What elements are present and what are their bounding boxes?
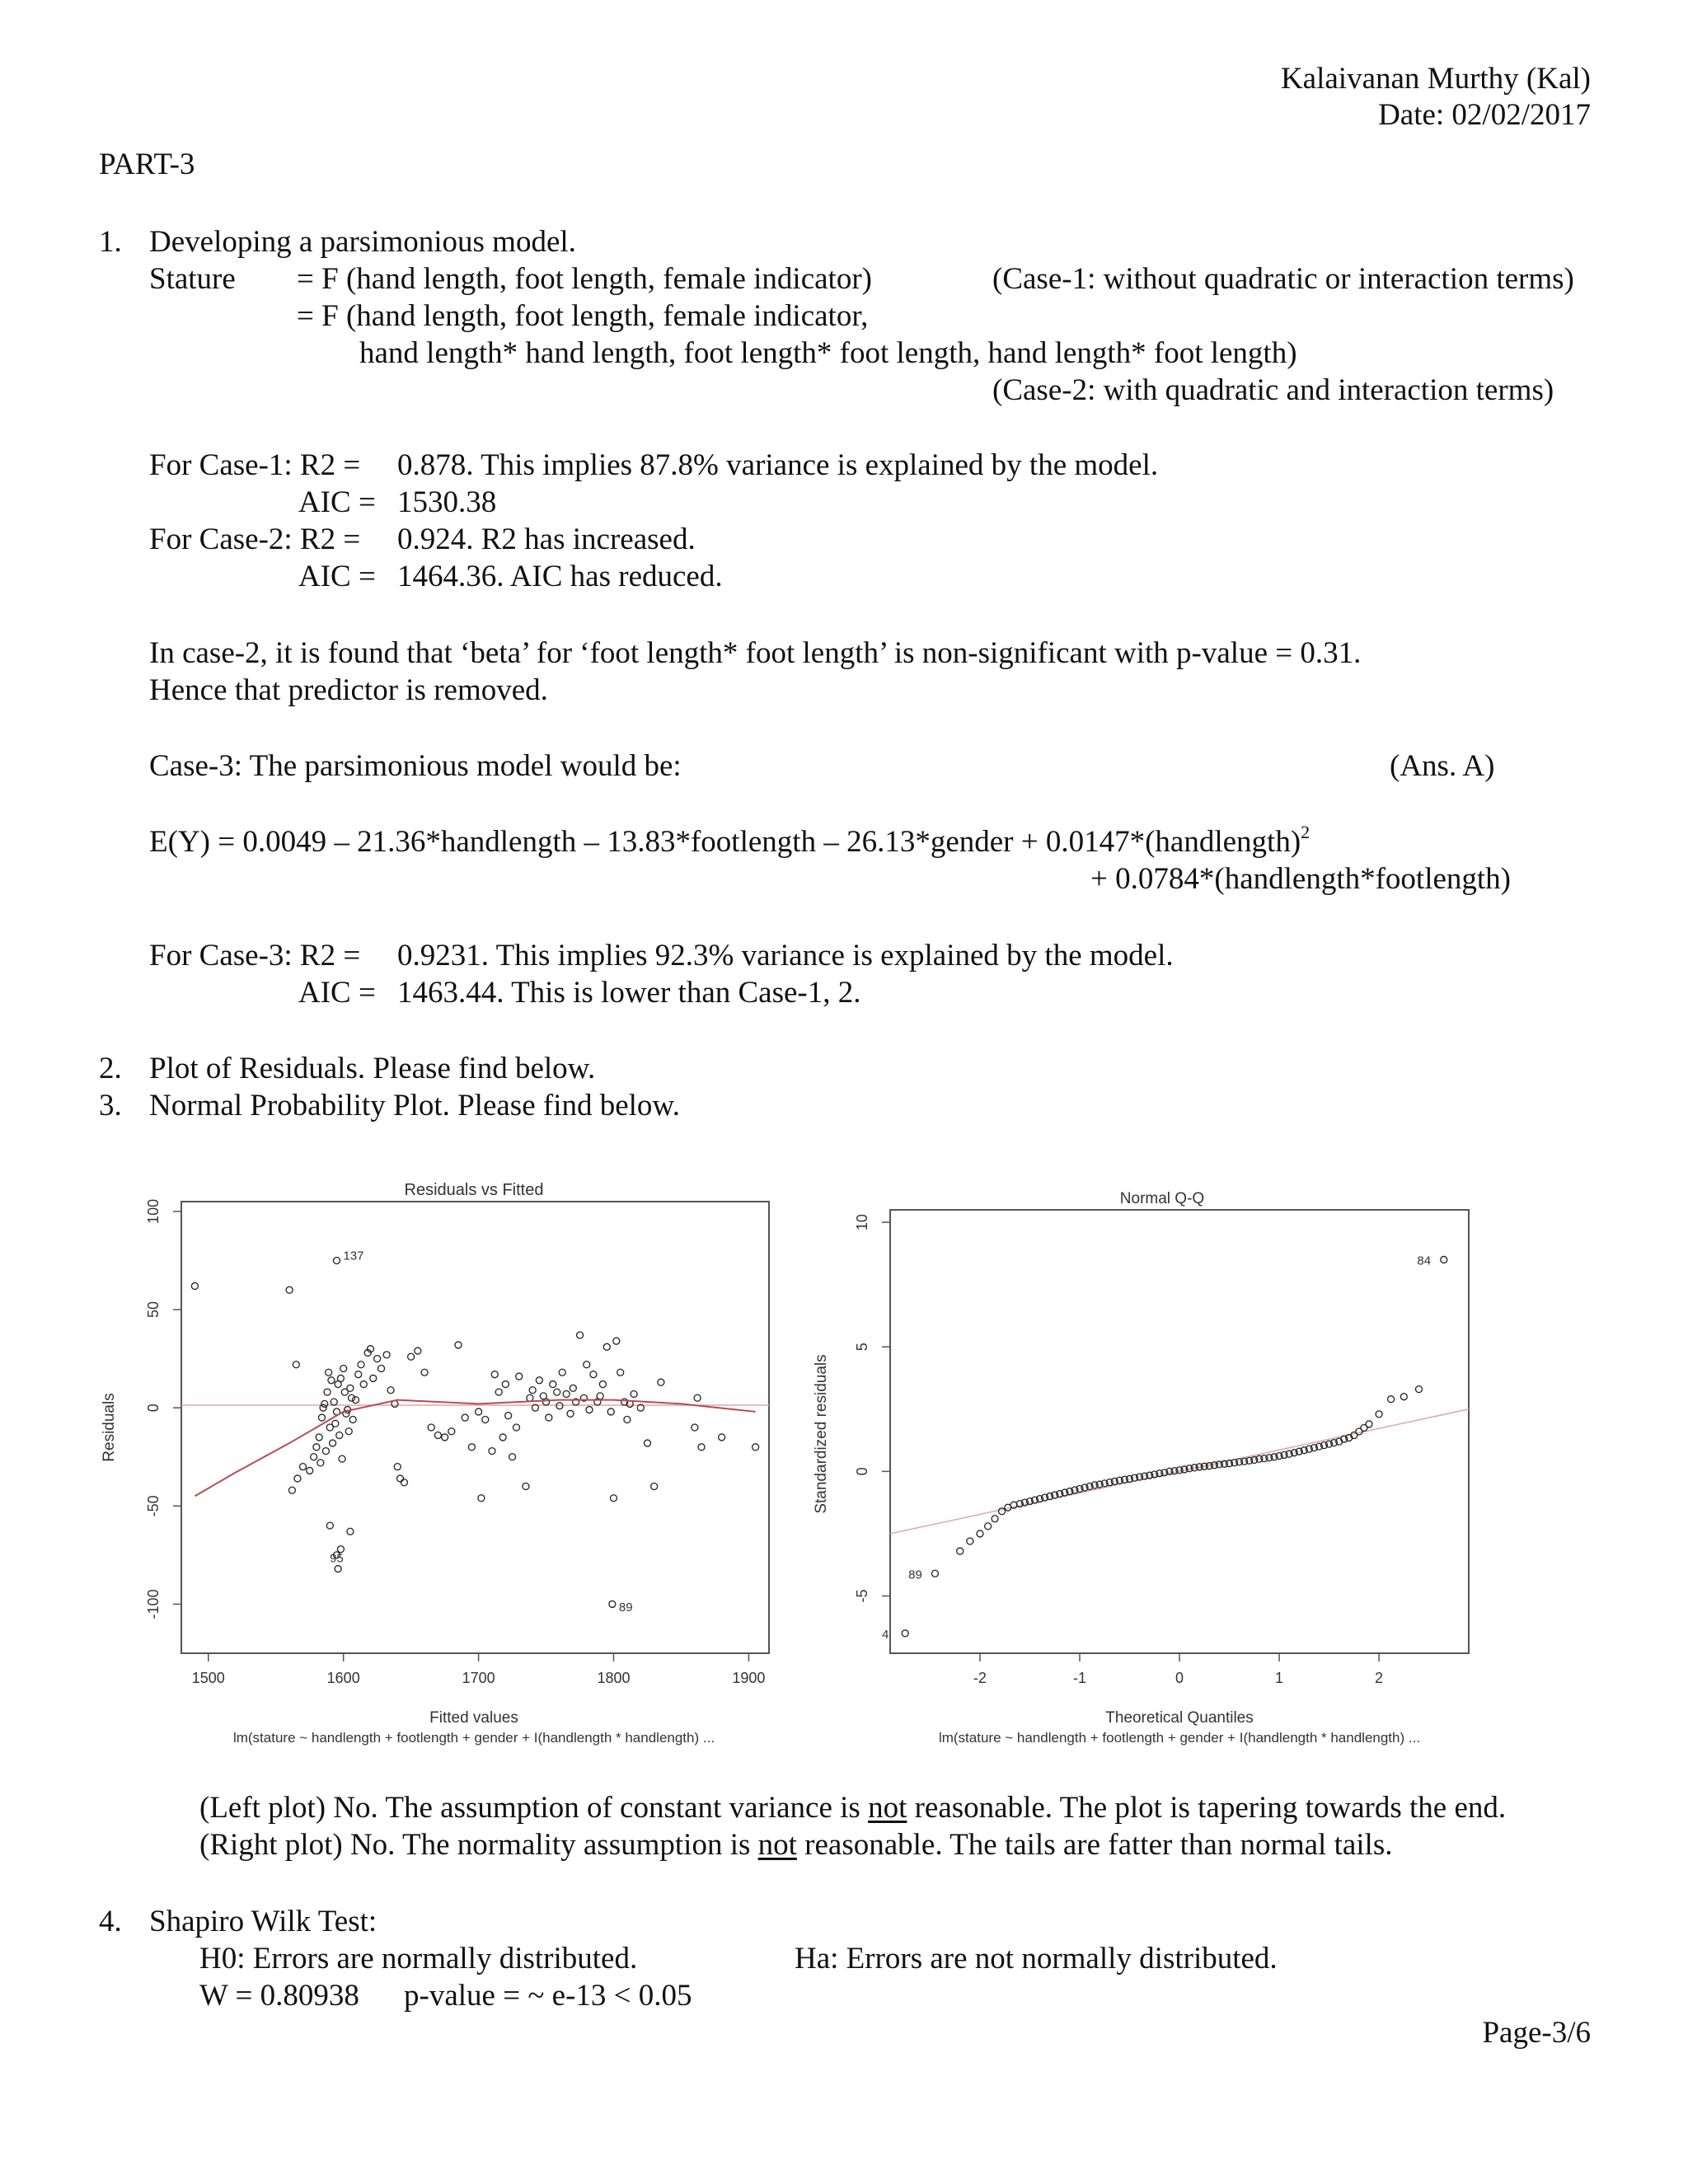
left-data-point <box>311 1454 317 1460</box>
left-data-point <box>499 1434 506 1441</box>
left-data-point <box>347 1528 354 1535</box>
case-1-note: (Case-1: without quadratic or interaction terms) <box>992 262 1574 296</box>
right-data-point <box>1415 1386 1422 1393</box>
left-data-point <box>313 1444 320 1451</box>
right-plot-xlabel: Theoretical Quantiles <box>1105 1709 1254 1727</box>
case-1-equation: = F (hand length, foot length, female indicator) <box>297 262 872 296</box>
right-data-point <box>1366 1421 1372 1427</box>
part-heading: PART-3 <box>99 148 195 181</box>
left-data-point <box>317 1460 324 1466</box>
section-2-text: Plot of Residuals. Please find below. <box>149 1052 596 1085</box>
right-x-tick-label: 1 <box>1275 1670 1284 1686</box>
right-comment-emphasis: not <box>757 1828 797 1862</box>
left-x-tick-label: 1700 <box>462 1670 495 1686</box>
left-data-point <box>590 1371 597 1378</box>
left-point-label: 95 <box>330 1551 344 1566</box>
left-data-point <box>355 1371 362 1378</box>
model-equation-main: E(Y) = 0.0049 – 21.36*handlength – 13.83*footlength – 26.13*gender + 0.0147*(handlength) <box>149 825 1301 859</box>
left-data-point <box>374 1356 381 1362</box>
left-data-point <box>719 1434 725 1441</box>
left-data-point <box>482 1416 489 1422</box>
right-plot-formula: lm(stature ~ handlength + footlength + gender + I(handlength * handlength) ... <box>938 1730 1421 1746</box>
right-comment-start: (Right plot) No. The normality assumption is <box>199 1828 758 1862</box>
right-point-label: 4 <box>881 1627 889 1642</box>
right-plot-title: Normal Q-Q <box>1119 1190 1205 1207</box>
left-point-label: 89 <box>618 1600 633 1615</box>
case-1-aic-value: 1530.38 <box>397 485 497 519</box>
left-data-point <box>554 1389 560 1395</box>
left-data-point <box>586 1407 593 1413</box>
case-2-equation-line-1: = F (hand length, foot length, female indicator, <box>297 299 869 333</box>
left-data-point <box>324 1389 331 1395</box>
diagnostic-plots <box>0 1162 1688 1755</box>
right-point-label: 84 <box>1417 1254 1432 1268</box>
page-number: Page-3/6 <box>1482 2016 1591 2050</box>
left-data-point <box>527 1394 533 1401</box>
item-number-4: 4. <box>99 1905 122 1938</box>
right-x-tick-label: -1 <box>1072 1670 1086 1686</box>
left-data-point <box>347 1385 354 1391</box>
case-1-aic-label: AIC = <box>298 485 376 519</box>
left-data-point <box>330 1440 336 1446</box>
left-data-point <box>491 1371 498 1378</box>
left-data-point <box>550 1381 556 1388</box>
left-data-point <box>644 1440 650 1446</box>
left-data-point <box>397 1475 404 1482</box>
left-data-point <box>546 1414 552 1421</box>
right-x-tick-label: 2 <box>1375 1670 1384 1686</box>
left-data-point <box>333 1257 340 1263</box>
case-2-equation-line-2: hand length* hand length, foot length* foot length, hand length* foot length) <box>359 336 1297 370</box>
left-data-point <box>631 1390 637 1397</box>
left-data-point <box>516 1373 523 1380</box>
left-data-point <box>455 1342 462 1348</box>
left-data-point <box>332 1420 339 1427</box>
right-plot-frame <box>890 1210 1469 1653</box>
left-data-point <box>694 1394 701 1401</box>
left-data-point <box>556 1403 563 1409</box>
left-data-point <box>428 1424 434 1431</box>
left-data-point <box>331 1399 337 1405</box>
item-number-2: 2. <box>99 1052 122 1085</box>
left-data-point <box>378 1366 385 1372</box>
left-data-point <box>624 1416 631 1422</box>
case-2-note: (Case-2: with quadratic and interaction terms) <box>992 373 1554 407</box>
left-plot-frame <box>181 1202 769 1653</box>
left-data-point <box>698 1444 705 1451</box>
left-data-point <box>358 1361 364 1368</box>
right-data-point <box>999 1508 1006 1515</box>
case-2-r2-label: For Case-2: R2 = <box>149 523 361 556</box>
left-data-point <box>336 1432 343 1439</box>
alternative-hypothesis: Ha: Errors are not normally distributed. <box>795 1942 1278 1975</box>
left-data-point <box>478 1495 485 1502</box>
case-1-r2-label: For Case-1: R2 = <box>149 448 361 482</box>
case-1-r2-value: 0.878. This implies 87.8% variance is explained by the model. <box>397 448 1159 482</box>
right-data-point <box>977 1530 983 1537</box>
left-data-point <box>584 1361 590 1368</box>
left-data-point <box>370 1375 377 1381</box>
right-x-tick-label: -2 <box>973 1670 987 1686</box>
left-data-point <box>335 1566 341 1572</box>
left-data-point <box>300 1464 307 1470</box>
right-point-label: 89 <box>908 1568 922 1582</box>
left-data-point <box>651 1483 658 1489</box>
right-data-point <box>1400 1394 1407 1400</box>
left-data-point <box>293 1361 299 1368</box>
w-statistic: W = 0.80938 <box>199 1979 359 2013</box>
right-y-tick-label: 0 <box>854 1467 870 1476</box>
item-number-1: 1. <box>99 225 122 259</box>
document-date: Date: 02/02/2017 <box>1378 98 1591 132</box>
null-hypothesis: H0: Errors are normally distributed. <box>199 1942 638 1975</box>
left-data-point <box>316 1434 322 1441</box>
left-data-point <box>536 1377 542 1384</box>
left-data-point <box>523 1483 529 1489</box>
left-data-point <box>288 1487 295 1493</box>
left-data-point <box>421 1369 428 1376</box>
right-comment-end: reasonable. The tails are fatter than normal tails. <box>796 1828 1393 1862</box>
left-data-point <box>321 1400 328 1407</box>
case-3-aic-value: 1463.44. This is lower than Case-1, 2. <box>397 976 861 1010</box>
case-3-aic-label: AIC = <box>298 976 376 1010</box>
right-data-point <box>1388 1396 1395 1403</box>
left-data-point <box>613 1338 620 1344</box>
left-data-point <box>286 1286 293 1293</box>
left-data-point <box>408 1353 415 1360</box>
left-y-tick-label: -100 <box>145 1589 162 1619</box>
right-data-point <box>902 1630 908 1637</box>
left-plot-formula: lm(stature ~ handlength + footlength + gender + I(handlength * handlength) ... <box>232 1730 715 1746</box>
left-y-tick-label: 50 <box>145 1301 162 1319</box>
left-data-point <box>577 1332 584 1338</box>
left-comment-emphasis: not <box>868 1791 907 1825</box>
item-number-3: 3. <box>99 1089 122 1122</box>
left-plot-ylabel: Residuals <box>101 1393 118 1462</box>
left-data-point <box>543 1399 550 1405</box>
left-data-point <box>442 1434 448 1441</box>
case-2-aic-value: 1464.36. AIC has reduced. <box>397 560 723 593</box>
left-data-point <box>468 1444 475 1451</box>
left-data-point <box>328 1377 335 1384</box>
left-data-point <box>352 1397 359 1404</box>
left-data-point <box>360 1381 367 1388</box>
right-x-tick-label: 0 <box>1175 1670 1184 1686</box>
left-comment-end: reasonable. The plot is tapering towards the end. <box>907 1791 1507 1825</box>
left-comment-start: (Left plot) No. The assumption of constant variance is <box>199 1791 869 1825</box>
right-plot-ylabel: Standardized residuals <box>813 1354 830 1514</box>
left-data-point <box>415 1347 421 1354</box>
case-3-r2-value: 0.9231. This implies 92.3% variance is explained by the model. <box>397 939 1174 972</box>
left-data-point <box>326 1522 333 1529</box>
model-equation <box>149 824 1310 860</box>
left-data-point <box>617 1369 624 1376</box>
left-data-point <box>597 1393 603 1399</box>
case-2-aic-label: AIC = <box>298 560 376 593</box>
left-data-point <box>489 1448 495 1455</box>
left-data-point <box>567 1410 574 1417</box>
left-data-point <box>509 1454 516 1460</box>
left-data-point <box>307 1467 313 1474</box>
answer-label: (Ans. A) <box>1390 749 1495 783</box>
left-data-point <box>570 1385 576 1391</box>
right-y-tick-label: 5 <box>854 1343 870 1352</box>
left-data-point <box>383 1352 390 1358</box>
left-data-point <box>611 1495 617 1502</box>
left-data-point <box>603 1343 610 1350</box>
right-plot-reference-line <box>890 1409 1469 1534</box>
left-data-point <box>495 1389 502 1395</box>
left-data-point <box>505 1413 512 1419</box>
left-x-tick-label: 1500 <box>191 1670 225 1686</box>
left-plot-comment <box>199 1790 1506 1826</box>
left-data-point <box>692 1424 698 1431</box>
section-1-title: Developing a parsimonious model. <box>149 225 576 259</box>
left-y-tick-label: 100 <box>145 1198 162 1224</box>
left-plot-xlabel: Fitted values <box>429 1709 518 1727</box>
left-data-point <box>609 1601 616 1607</box>
right-y-tick-label: -5 <box>854 1589 870 1603</box>
right-plot-comment <box>199 1827 1393 1863</box>
left-data-point <box>658 1379 664 1385</box>
left-point-label: 137 <box>343 1249 364 1263</box>
left-data-point <box>387 1387 394 1394</box>
section-3-text: Normal Probability Plot. Please find below. <box>149 1089 680 1122</box>
left-data-point <box>345 1428 352 1435</box>
left-data-point <box>318 1414 325 1421</box>
left-x-tick-label: 1600 <box>326 1670 360 1686</box>
left-data-point <box>394 1464 401 1470</box>
left-data-point <box>529 1387 536 1394</box>
right-data-point <box>967 1538 973 1544</box>
left-y-tick-label: -50 <box>145 1495 162 1517</box>
case-3-r2-label: For Case-3: R2 = <box>149 939 361 972</box>
left-data-point <box>401 1479 407 1486</box>
left-data-point <box>599 1381 606 1388</box>
left-x-tick-label: 1800 <box>597 1670 631 1686</box>
left-data-point <box>322 1448 329 1455</box>
left-data-point <box>340 1366 347 1372</box>
left-data-point <box>462 1414 468 1421</box>
beta-paragraph-line-1: In case-2, it is found that ‘beta’ for ‘foot length* foot length’ is non-significant with p-value = 0.31. <box>149 636 1362 670</box>
left-data-point <box>513 1424 519 1431</box>
left-data-point <box>326 1369 332 1376</box>
left-x-tick-label: 1900 <box>732 1670 766 1686</box>
left-data-point <box>502 1381 509 1388</box>
left-data-point <box>559 1369 565 1376</box>
left-data-point <box>753 1444 759 1451</box>
right-data-point <box>957 1548 964 1554</box>
left-y-tick-label: 0 <box>145 1404 162 1413</box>
left-data-point <box>349 1416 356 1422</box>
model-equation-exponent: 2 <box>1301 822 1311 842</box>
left-data-point <box>337 1375 344 1381</box>
left-plot-title: Residuals vs Fitted <box>404 1181 544 1199</box>
right-data-point <box>985 1523 992 1530</box>
right-data-point <box>931 1570 938 1577</box>
right-data-point <box>1441 1256 1447 1263</box>
case-3-intro: Case-3: The parsimonious model would be: <box>149 749 682 783</box>
beta-paragraph-line-2: Hence that predictor is removed. <box>149 673 548 707</box>
section-4-title: Shapiro Wilk Test: <box>149 1905 377 1938</box>
left-data-point <box>563 1390 570 1397</box>
left-data-point <box>294 1475 301 1482</box>
stature-label: Stature <box>149 262 236 296</box>
left-data-point <box>191 1282 198 1289</box>
left-data-point <box>349 1394 355 1401</box>
left-data-point <box>607 1408 614 1415</box>
model-equation-continuation: + 0.0784*(handlength*footlength) <box>1090 862 1511 896</box>
p-value: p-value = ~ e-13 < 0.05 <box>404 1979 692 2013</box>
left-data-point <box>476 1408 482 1415</box>
right-data-point <box>1376 1411 1382 1418</box>
right-data-point <box>992 1516 998 1522</box>
left-data-point <box>339 1455 345 1462</box>
case-2-r2-value: 0.924. R2 has increased. <box>397 523 696 556</box>
author-name: Kalaivanan Murthy (Kal) <box>1280 62 1591 96</box>
left-data-point <box>448 1428 455 1435</box>
left-data-point <box>434 1432 441 1439</box>
right-y-tick-label: 10 <box>854 1214 870 1231</box>
